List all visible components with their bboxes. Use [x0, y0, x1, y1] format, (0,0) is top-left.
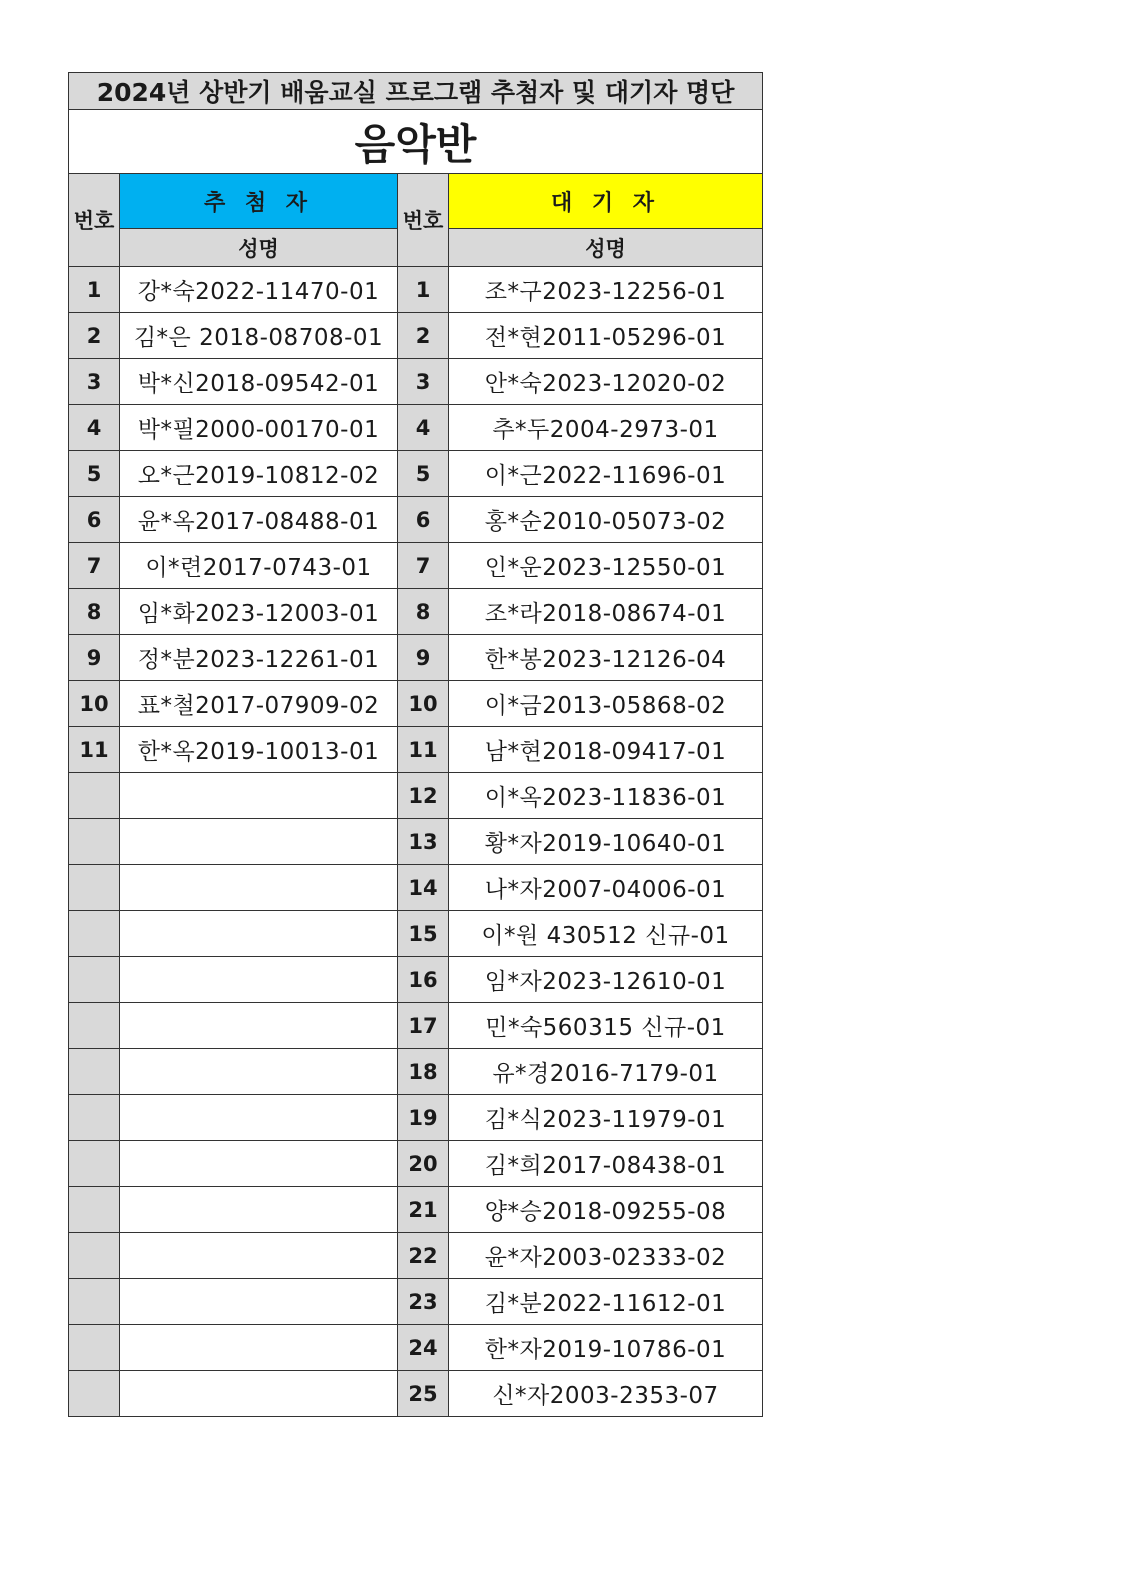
waiting-number: 5	[398, 451, 449, 497]
winner-name: 김*은 2018-08708-01	[120, 313, 398, 359]
winner-name: 정*분2023-12261-01	[120, 635, 398, 681]
waiting-name: 이*옥2023-11836-01	[449, 773, 763, 819]
winner-name: 박*신2018-09542-01	[120, 359, 398, 405]
winner-name-empty	[120, 1141, 398, 1187]
waiting-name: 한*자2019-10786-01	[449, 1325, 763, 1371]
winner-number-empty	[69, 1187, 120, 1233]
waiting-number: 23	[398, 1279, 449, 1325]
table-row	[69, 865, 763, 911]
table-row	[69, 1233, 763, 1279]
table-row	[69, 543, 763, 589]
waiting-number: 2	[398, 313, 449, 359]
waiting-number: 4	[398, 405, 449, 451]
waiting-number: 11	[398, 727, 449, 773]
winner-number-empty	[69, 819, 120, 865]
waiting-name: 조*라2018-08674-01	[449, 589, 763, 635]
waiting-name: 한*봉2023-12126-04	[449, 635, 763, 681]
waiting-name: 윤*자2003-02333-02	[449, 1233, 763, 1279]
waiting-name: 김*식2023-11979-01	[449, 1095, 763, 1141]
table-row	[69, 1279, 763, 1325]
winner-name: 오*근2019-10812-02	[120, 451, 398, 497]
winner-name-empty	[120, 1003, 398, 1049]
winner-name-empty	[120, 911, 398, 957]
program-name: 음악반	[69, 110, 763, 174]
waiting-number: 17	[398, 1003, 449, 1049]
winner-name: 한*옥2019-10013-01	[120, 727, 398, 773]
table-row	[69, 589, 763, 635]
waiting-name: 김*분2022-11612-01	[449, 1279, 763, 1325]
waiting-number: 24	[398, 1325, 449, 1371]
winner-name-empty	[120, 1279, 398, 1325]
waiting-number: 25	[398, 1371, 449, 1417]
roster-table	[68, 72, 763, 1417]
waiting-number: 15	[398, 911, 449, 957]
waiting-name: 김*희2017-08438-01	[449, 1141, 763, 1187]
winner-name: 강*숙2022-11470-01	[120, 267, 398, 313]
table-row	[69, 267, 763, 313]
waiting-number: 16	[398, 957, 449, 1003]
waiting-name: 신*자2003-2353-07	[449, 1371, 763, 1417]
winner-name-empty	[120, 1187, 398, 1233]
table-row	[69, 1095, 763, 1141]
winner-name-empty	[120, 773, 398, 819]
winner-name-empty	[120, 1371, 398, 1417]
table-row	[69, 819, 763, 865]
winner-name-empty	[120, 1233, 398, 1279]
waiting-name: 이*금2013-05868-02	[449, 681, 763, 727]
waiting-number: 21	[398, 1187, 449, 1233]
winners-name-header: 성명	[120, 229, 398, 267]
winner-number: 5	[69, 451, 120, 497]
waiting-header: 대 기 자	[449, 174, 763, 229]
waiting-name: 홍*순2010-05073-02	[449, 497, 763, 543]
winner-number-empty	[69, 1371, 120, 1417]
waiting-name: 나*자2007-04006-01	[449, 865, 763, 911]
winner-name: 임*화2023-12003-01	[120, 589, 398, 635]
winner-number: 2	[69, 313, 120, 359]
table-row	[69, 635, 763, 681]
winner-number: 3	[69, 359, 120, 405]
winner-number-empty	[69, 1095, 120, 1141]
table-row	[69, 1187, 763, 1233]
winner-name-empty	[120, 819, 398, 865]
winner-name: 표*철2017-07909-02	[120, 681, 398, 727]
winner-number: 1	[69, 267, 120, 313]
waiting-number: 9	[398, 635, 449, 681]
waiting-number: 12	[398, 773, 449, 819]
winner-number-empty	[69, 1003, 120, 1049]
table-row	[69, 359, 763, 405]
waiting-name: 전*현2011-05296-01	[449, 313, 763, 359]
waiting-number: 20	[398, 1141, 449, 1187]
waiting-name: 안*숙2023-12020-02	[449, 359, 763, 405]
winner-number-empty	[69, 957, 120, 1003]
winner-number: 4	[69, 405, 120, 451]
winners-number-header: 번호	[69, 174, 120, 267]
waiting-number: 7	[398, 543, 449, 589]
winner-name-empty	[120, 1049, 398, 1095]
table-row	[69, 1141, 763, 1187]
roster-sheet	[68, 72, 762, 1417]
winner-number: 10	[69, 681, 120, 727]
waiting-number: 14	[398, 865, 449, 911]
winner-number-empty	[69, 1279, 120, 1325]
waiting-number: 3	[398, 359, 449, 405]
waiting-number: 10	[398, 681, 449, 727]
winner-number: 9	[69, 635, 120, 681]
waiting-number: 6	[398, 497, 449, 543]
document-title: 2024년 상반기 배움교실 프로그램 추첨자 및 대기자 명단	[69, 73, 763, 110]
winner-number-empty	[69, 865, 120, 911]
winner-name-empty	[120, 1325, 398, 1371]
winner-number-empty	[69, 773, 120, 819]
winner-number-empty	[69, 1233, 120, 1279]
winner-name-empty	[120, 957, 398, 1003]
winner-number-empty	[69, 1141, 120, 1187]
table-row	[69, 681, 763, 727]
table-row	[69, 1371, 763, 1417]
waiting-name: 인*운2023-12550-01	[449, 543, 763, 589]
waiting-name: 남*현2018-09417-01	[449, 727, 763, 773]
table-row	[69, 497, 763, 543]
winner-number: 7	[69, 543, 120, 589]
winner-name: 박*필2000-00170-01	[120, 405, 398, 451]
waiting-name: 민*숙560315 신규-01	[449, 1003, 763, 1049]
table-row	[69, 451, 763, 497]
table-row	[69, 957, 763, 1003]
table-row	[69, 1049, 763, 1095]
table-row	[69, 313, 763, 359]
waiting-number: 13	[398, 819, 449, 865]
waiting-name: 추*두2004-2973-01	[449, 405, 763, 451]
winner-number-empty	[69, 911, 120, 957]
winners-header: 추 첨 자	[120, 174, 398, 229]
winner-name: 이*련2017-0743-01	[120, 543, 398, 589]
waiting-number-header: 번호	[398, 174, 449, 267]
table-row	[69, 1325, 763, 1371]
table-row	[69, 405, 763, 451]
waiting-number: 19	[398, 1095, 449, 1141]
table-row	[69, 1003, 763, 1049]
waiting-name: 유*경2016-7179-01	[449, 1049, 763, 1095]
waiting-name: 이*원 430512 신규-01	[449, 911, 763, 957]
winner-name: 윤*옥2017-08488-01	[120, 497, 398, 543]
winner-number: 6	[69, 497, 120, 543]
winner-name-empty	[120, 1095, 398, 1141]
waiting-name: 임*자2023-12610-01	[449, 957, 763, 1003]
waiting-name: 양*승2018-09255-08	[449, 1187, 763, 1233]
waiting-name: 황*자2019-10640-01	[449, 819, 763, 865]
waiting-number: 18	[398, 1049, 449, 1095]
winner-number: 11	[69, 727, 120, 773]
table-row	[69, 727, 763, 773]
winner-number-empty	[69, 1325, 120, 1371]
waiting-number: 8	[398, 589, 449, 635]
winner-number: 8	[69, 589, 120, 635]
waiting-number: 22	[398, 1233, 449, 1279]
waiting-number: 1	[398, 267, 449, 313]
winner-number-empty	[69, 1049, 120, 1095]
waiting-name: 이*근2022-11696-01	[449, 451, 763, 497]
waiting-name: 조*구2023-12256-01	[449, 267, 763, 313]
winner-name-empty	[120, 865, 398, 911]
waiting-name-header: 성명	[449, 229, 763, 267]
table-row	[69, 911, 763, 957]
table-row	[69, 773, 763, 819]
